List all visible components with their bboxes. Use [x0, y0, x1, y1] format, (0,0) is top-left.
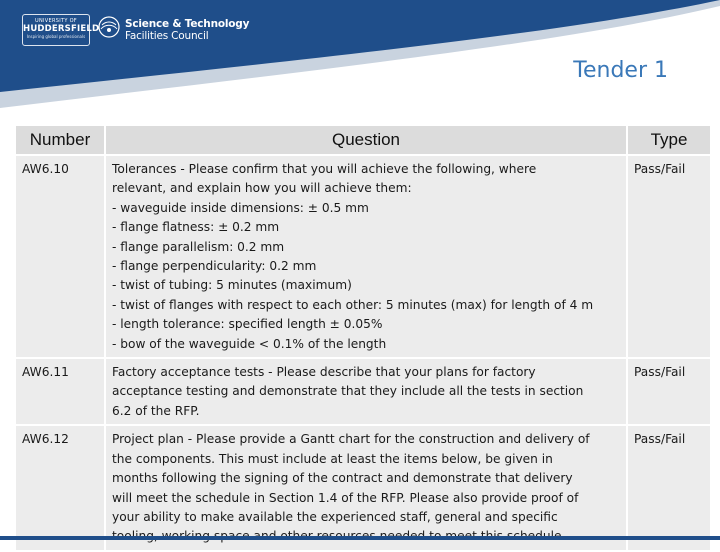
cell-type: Pass/Fail — [628, 359, 710, 424]
question-line: - waveguide inside dimensions: ± 0.5 mm — [112, 200, 369, 215]
column-header-question: Question — [106, 126, 626, 154]
bottom-edge — [0, 536, 720, 540]
stfc-logo-line1: Science & Technology — [125, 18, 250, 30]
cell-number: AW6.11 — [16, 359, 104, 424]
table-header-row — [16, 126, 710, 154]
university-logo-name: HUDDERSFIELD — [23, 24, 100, 34]
stfc-logo-line2: Facilities Council — [125, 30, 209, 42]
university-logo-tagline: Inspiring global professionals — [26, 34, 86, 39]
question-line: - length tolerance: specified length ± 0.05% — [112, 317, 383, 332]
question-line: 6.2 of the RFP. — [112, 403, 200, 418]
cell-number: AW6.12 — [16, 426, 104, 549]
cell-question — [106, 156, 626, 357]
question-line: acceptance testing and demonstrate that they include all the tests in section — [112, 384, 584, 399]
university-logo — [22, 14, 100, 46]
question-line: - flange perpendicularity: 0.2 mm — [112, 259, 317, 274]
question-line: Factory acceptance tests - Please describe that your plans for factory — [112, 365, 536, 380]
column-header-number: Number — [16, 126, 104, 154]
question-line: - flange parallelism: 0.2 mm — [112, 239, 285, 254]
question-line: - twist of flanges with respect to each other: 5 minutes (max) for length of 4 m — [112, 297, 594, 312]
question-line: Project plan - Please provide a Gantt chart for the construction and delivery of — [112, 432, 590, 447]
question-line: will meet the schedule in Section 1.4 of the RFP. Please also provide proof of — [112, 490, 579, 505]
question-line: - bow of the waveguide < 0.1% of the length — [112, 336, 387, 351]
question-line: the components. This must include at least the items below, be given in — [112, 451, 553, 466]
question-line: months following the signing of the contract and demonstrate that delivery — [112, 471, 573, 486]
question-line: your ability to make available the experienced staff, general and specific — [112, 509, 558, 524]
column-header-type: Type — [628, 126, 710, 154]
stfc-logo-text — [125, 18, 249, 42]
cell-question — [106, 359, 626, 424]
stfc-logo — [98, 14, 250, 46]
stfc-seal-icon — [98, 16, 120, 38]
page-title: Tender 1 — [573, 58, 668, 83]
cell-type: Pass/Fail — [628, 426, 710, 549]
table-row — [16, 156, 710, 357]
cell-type: Pass/Fail — [628, 156, 710, 357]
question-line: - flange flatness: ± 0.2 mm — [112, 220, 280, 235]
question-line: relevant, and explain how you will achieve them: — [112, 181, 412, 196]
table-row — [16, 426, 710, 549]
tender-table — [14, 124, 712, 552]
cell-question — [106, 426, 626, 549]
cell-number: AW6.10 — [16, 156, 104, 357]
question-line: - twist of tubing: 5 minutes (maximum) — [112, 278, 352, 293]
table-row — [16, 359, 710, 424]
question-line: Tolerances - Please confirm that you will achieve the following, where — [112, 162, 537, 176]
university-logo-top: UNIVERSITY OF — [35, 18, 77, 24]
